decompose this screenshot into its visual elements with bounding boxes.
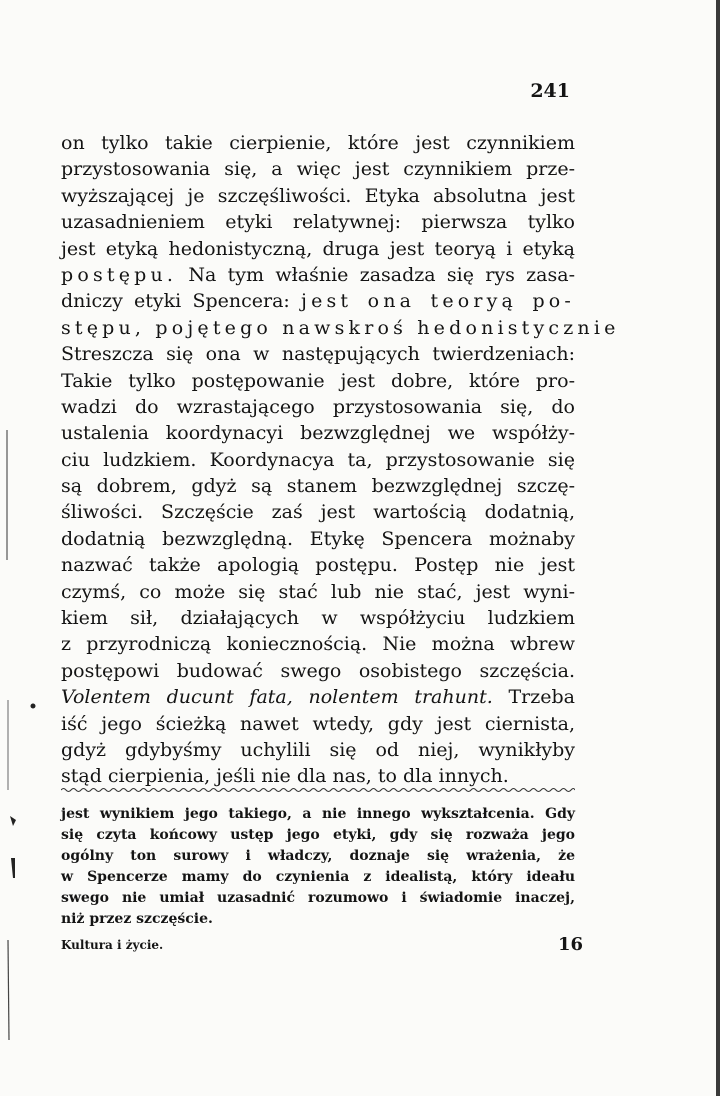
footnote-line: niż przez szczęście. xyxy=(61,911,213,928)
text-span: dniczy etyki Spencera: xyxy=(61,290,301,313)
text-span: wyższającej je szczęśliwości. Etyka absolutna jest xyxy=(61,184,575,207)
text-span: jest etyką hedonistyczną, druga jest teoryą i etyką xyxy=(61,237,575,260)
footnote-line: się czyta końcowy ustęp jego etyki, gdy się rozważa jego xyxy=(61,827,575,844)
footnote xyxy=(61,804,575,931)
text-line xyxy=(61,209,575,235)
text-span: z przyrodniczą koniecznością. Nie można wbrew xyxy=(61,633,575,656)
footnote-line: w Spencerze mamy do czynienia z idealistą, który ideału xyxy=(61,869,575,886)
text-line xyxy=(61,262,575,288)
text-line xyxy=(61,711,575,737)
text-line xyxy=(61,236,575,262)
emphasized-text: stępu, pojętego nawskroś hedonistycznie xyxy=(61,316,620,339)
text-span: iść jego ścieżką nawet wtedy, gdy jest ciernista, xyxy=(61,712,575,735)
footnote-separator xyxy=(61,787,575,793)
text-span: są dobrem, gdyż są stanem bezwzględnej szczę- xyxy=(61,475,575,498)
latin-quote: Volentem ducunt fata, nolentem trahunt. xyxy=(61,686,493,709)
text-span: Streszcza się ona w następujących twierdzeniach: xyxy=(61,343,575,366)
text-line xyxy=(61,737,575,763)
text-span: on tylko takie cierpienie, które jest czynnikiem xyxy=(61,132,575,154)
text-line xyxy=(61,763,575,789)
text-span: uzasadnieniem etyki relatywnej: pierwsza tylko xyxy=(61,211,575,234)
text-span: Na tym właśnie zasadza się rys zasa- xyxy=(177,263,575,286)
main-text xyxy=(61,130,620,790)
text-line xyxy=(61,526,575,552)
footnote-line: jest wynikiem jego takiego, a nie innego wykształcenia. Gdy xyxy=(61,806,575,822)
text-line xyxy=(61,368,575,394)
text-span: kiem sił, działających w współżyciu ludzkiem xyxy=(61,607,575,630)
text-span: stąd cierpienia, jeśli nie dla nas, to dla innych. xyxy=(61,765,509,788)
text-line xyxy=(61,499,575,525)
scan-margin-marks xyxy=(0,0,40,1096)
signature-right: 16 xyxy=(558,934,584,955)
text-line xyxy=(61,473,575,499)
text-span: nazwać także apologią postępu. Postęp nie jest xyxy=(61,554,575,577)
text-line xyxy=(61,315,620,341)
text-span: czymś, co może się stać lub nie stać, jest wyni- xyxy=(61,580,575,603)
text-span: ustalenia koordynacyi bezwzględnej we współży- xyxy=(61,422,575,445)
text-span: przystosowania się, a więc jest czynnikiem prze- xyxy=(61,158,575,181)
text-span: Takie tylko postępowanie jest dobre, które pro- xyxy=(61,369,575,392)
text-line xyxy=(61,156,575,182)
text-line xyxy=(61,552,575,578)
footnote-line: ogólny ton surowy i władczy, doznaje się wrażenia, że xyxy=(61,848,575,865)
page-edge xyxy=(716,0,720,1096)
emphasized-text: jest ona teoryą po- xyxy=(301,290,575,313)
text-line xyxy=(61,447,575,473)
text-line xyxy=(61,183,575,209)
text-line xyxy=(61,631,575,657)
text-span: ciu ludzkiem. Koordynacya ta, przystosowanie się xyxy=(61,448,575,471)
text-span: wadzi do wzrastającego przystosowania się, do xyxy=(61,395,575,418)
text-line xyxy=(61,579,575,605)
signature-left: Kultura i życie. xyxy=(61,938,164,952)
text-line xyxy=(61,420,575,446)
text-line xyxy=(61,605,575,631)
text-line xyxy=(61,658,575,684)
text-span: dodatnią bezwzględną. Etykę Spencera możnaby xyxy=(61,527,575,550)
text-span: śliwości. Szczęście zaś jest wartością dodatnią, xyxy=(61,501,575,524)
text-line xyxy=(61,341,575,367)
text-line xyxy=(61,394,575,420)
footnote-line: swego nie umiał uzasadnić rozumowo i świadomie inaczej, xyxy=(61,890,575,907)
text-span: Trzeba xyxy=(492,686,575,709)
text-line xyxy=(61,130,575,156)
text-line xyxy=(61,684,575,710)
text-line xyxy=(61,288,575,314)
text-span: gdyż gdybyśmy uchylili się od niej, wynikłyby xyxy=(61,738,575,761)
emphasized-text: postępu. xyxy=(61,263,178,286)
text-span: postępowi budować swego osobistego szczęścia. xyxy=(61,659,575,682)
page-number: 241 xyxy=(530,80,570,102)
